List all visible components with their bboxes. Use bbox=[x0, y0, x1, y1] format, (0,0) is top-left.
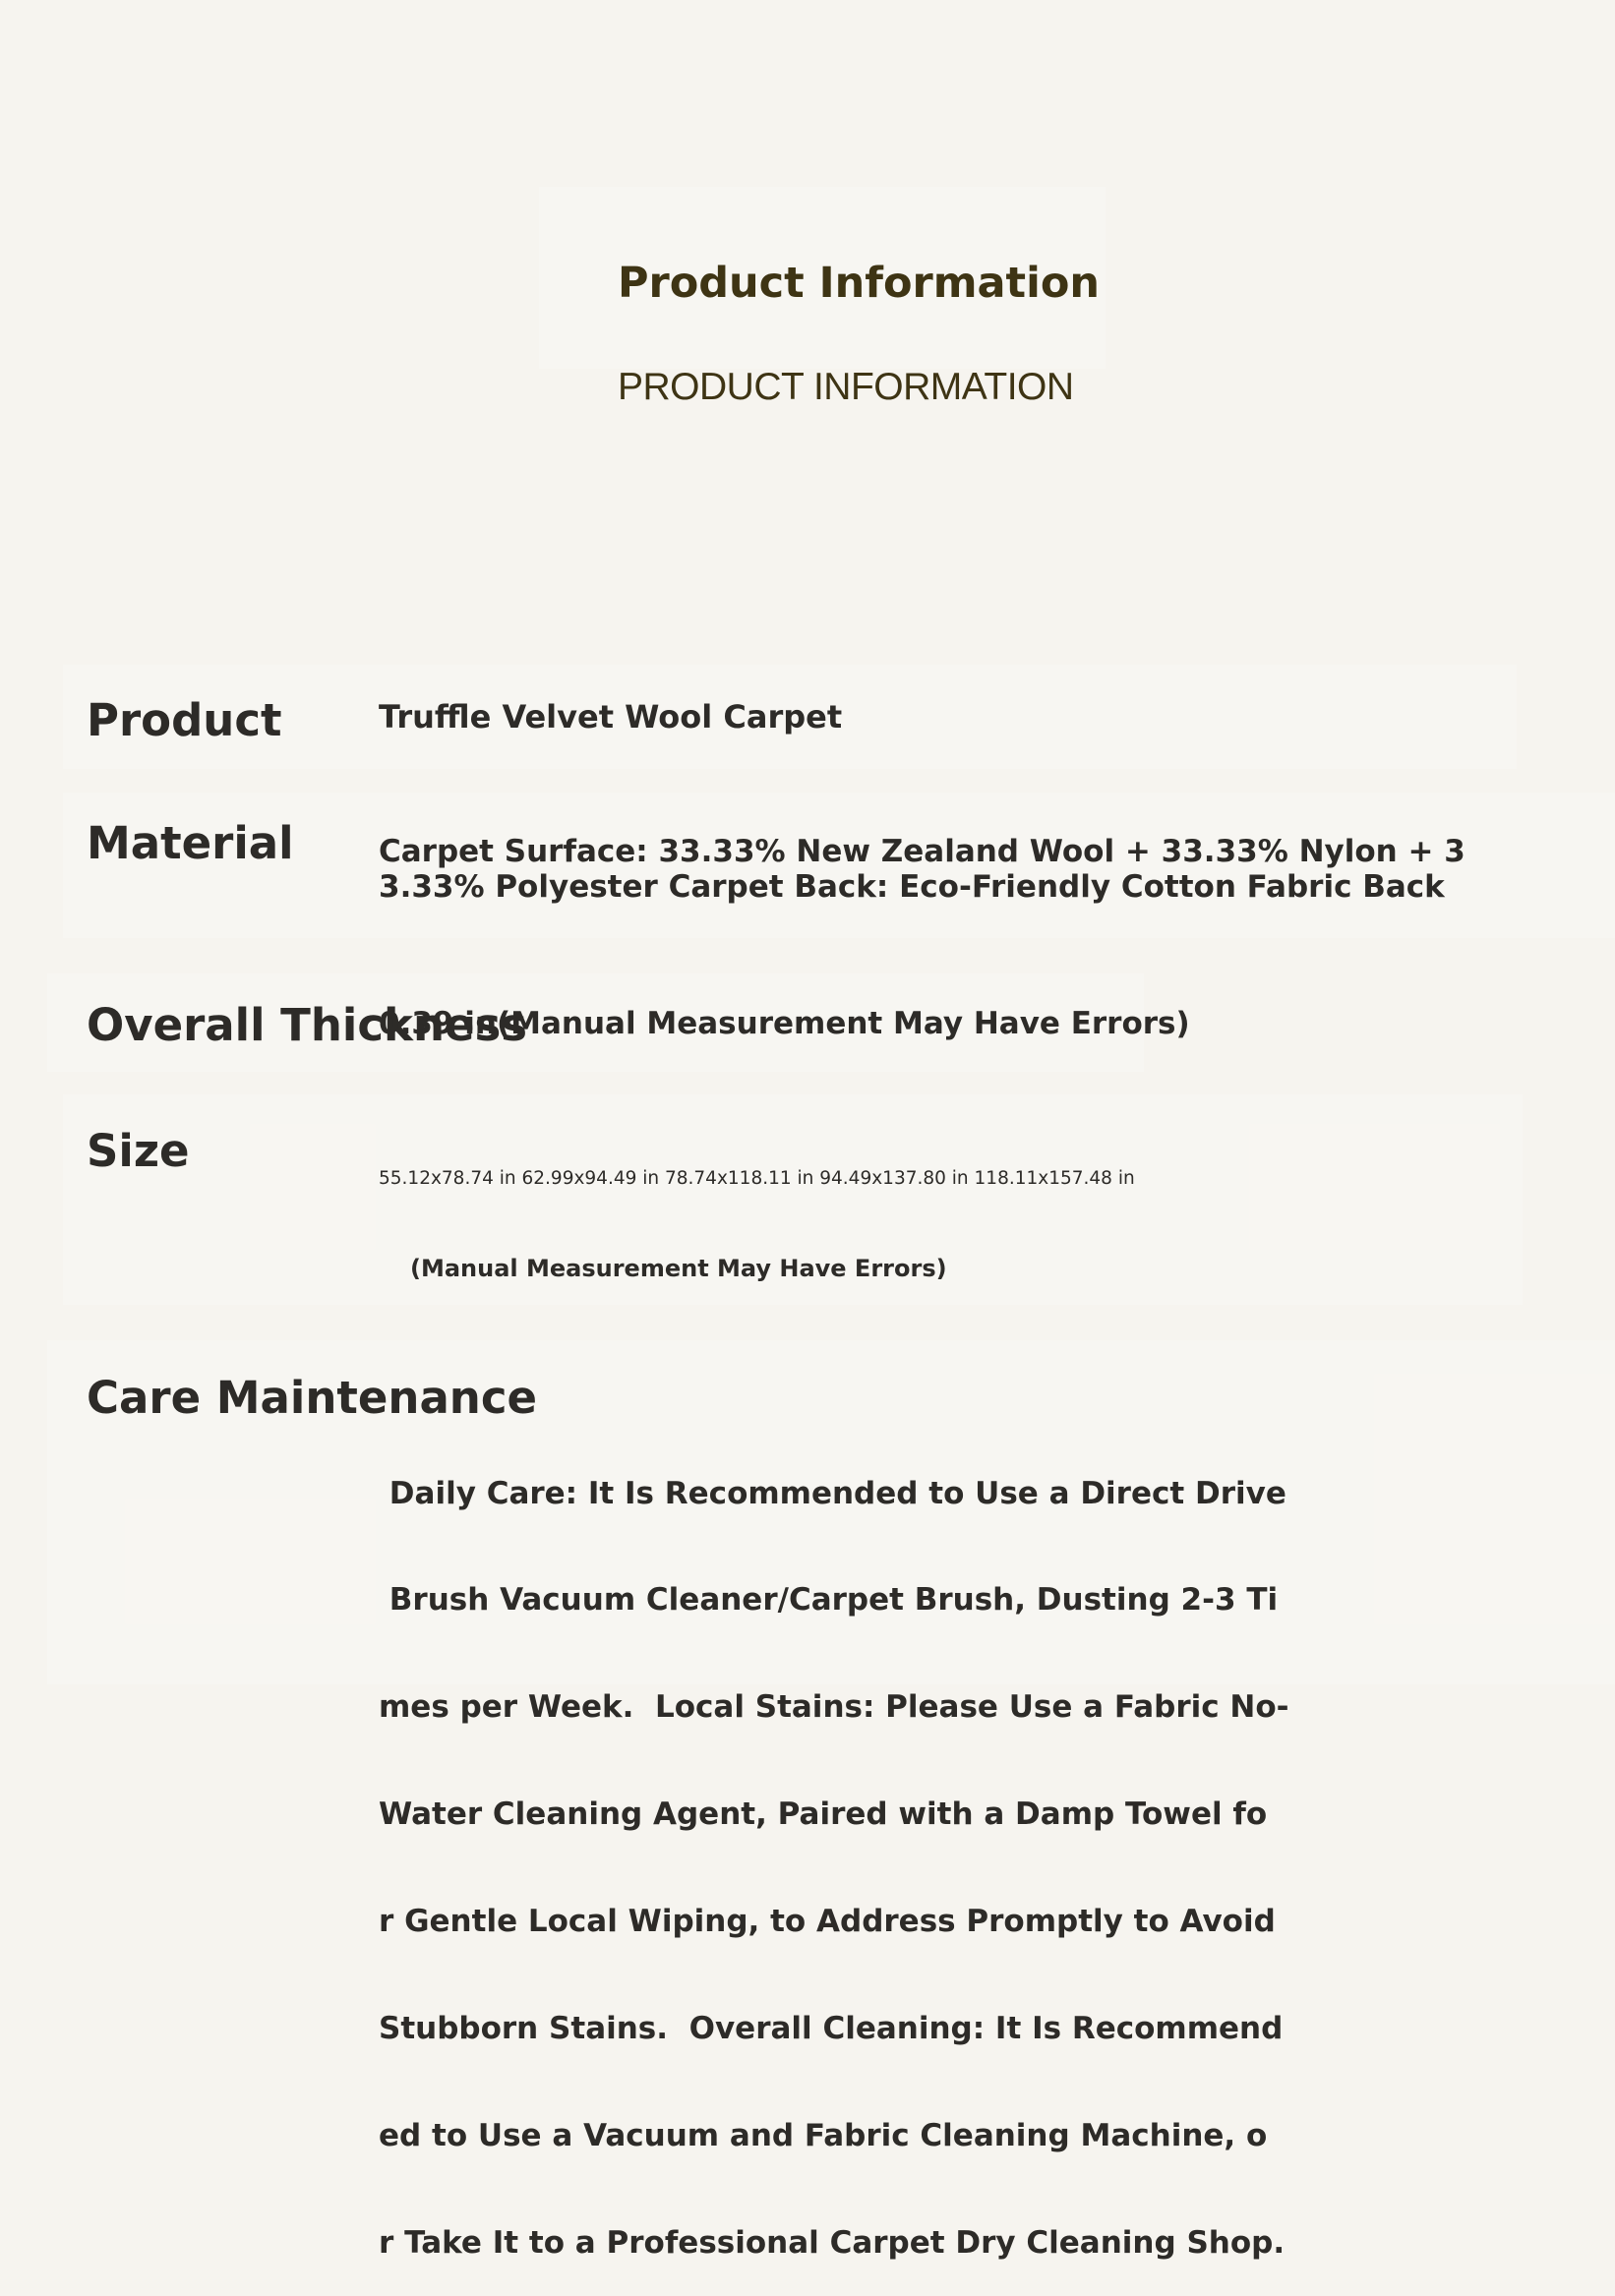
care-value-line: Brush Vacuum Cleaner/Carpet Brush, Dusting 2-3 Ti bbox=[379, 1582, 1279, 1619]
material-value-line: 3.33% Polyester Carpet Back: Eco-Friendly Cotton Fabric Back bbox=[379, 869, 1445, 905]
material-value bbox=[379, 834, 1465, 905]
page-title: Product Information bbox=[618, 259, 1101, 308]
product-value: Truffle Velvet Wool Carpet bbox=[379, 698, 843, 736]
care-value-line: Daily Care: It Is Recommended to Use a Direct Drive bbox=[379, 1475, 1286, 1511]
material-label: Material bbox=[87, 817, 294, 869]
size-value: 55.12x78.74 in 62.99x94.49 in 78.74x118.11 in 94.49x137.80 in 118.11x157.48 in bbox=[379, 1168, 1135, 1189]
material-value-line: Carpet Surface: 33.33% New Zealand Wool + 33.33% Nylon + 3 bbox=[379, 834, 1465, 869]
size-label: Size bbox=[87, 1125, 190, 1177]
thickness-value: 0.39 in(Manual Measurement May Have Errors) bbox=[379, 1006, 1190, 1041]
care-value-line: Water Cleaning Agent, Paired with a Damp Towel fo bbox=[379, 1796, 1268, 1833]
care-value-line: r Take It to a Professional Carpet Dry Cleaning Shop. bbox=[379, 2224, 1286, 2261]
care-value-line: r Gentle Local Wiping, to Address Promptly to Avoid bbox=[379, 1904, 1276, 1940]
page-subtitle: PRODUCT INFORMATION bbox=[618, 366, 1074, 408]
product-label: Product bbox=[87, 694, 282, 746]
care-label: Care Maintenance bbox=[87, 1372, 538, 1424]
care-value-line: mes per Week. Local Stains: Please Use a Fabric No- bbox=[379, 1689, 1289, 1726]
care-value bbox=[379, 1404, 1289, 2296]
care-value-line: ed to Use a Vacuum and Fabric Cleaning Machine, o bbox=[379, 2117, 1268, 2153]
size-note: (Manual Measurement May Have Errors) bbox=[410, 1255, 947, 1282]
care-value-line: Stubborn Stains. Overall Cleaning: It Is Recommend bbox=[379, 2011, 1284, 2047]
thickness-label: Overall Thickness bbox=[87, 999, 528, 1051]
